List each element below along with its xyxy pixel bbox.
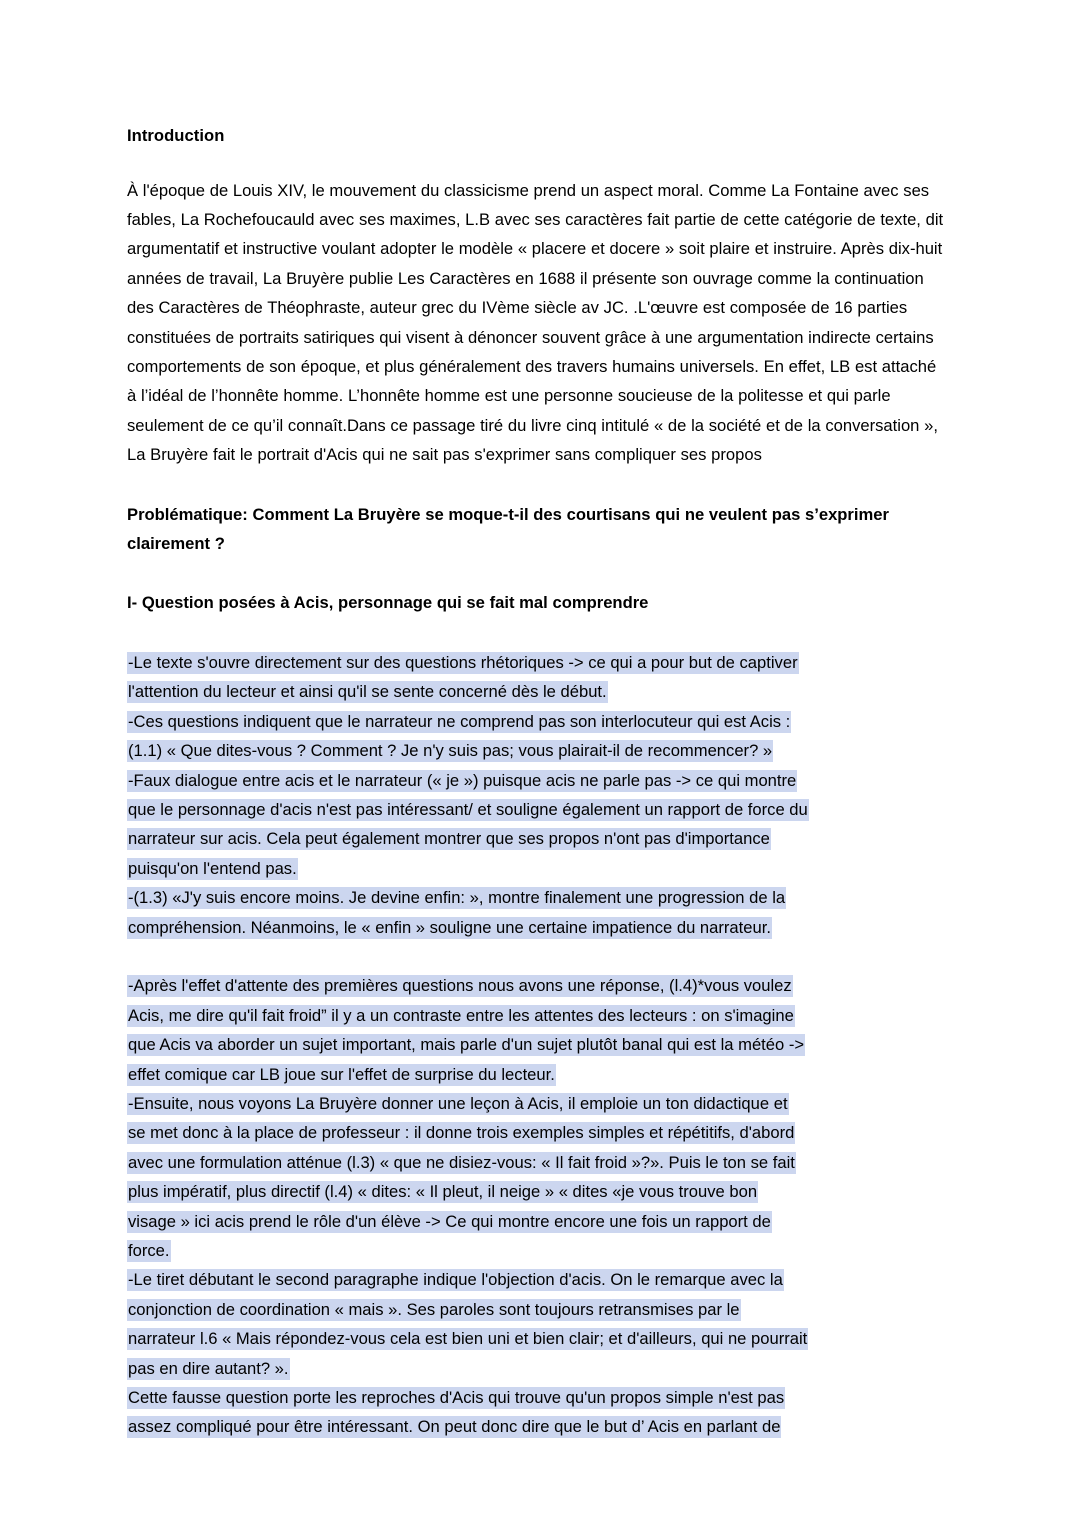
highlighted-line bbox=[127, 1265, 949, 1294]
highlight-run: conjonction de coordination « mais ». Ses paroles sont toujours retransmises par le bbox=[128, 1299, 740, 1319]
highlight-run: se met donc à la place de professeur : il donne trois exemples simples et répétitifs, d'abord bbox=[128, 1123, 795, 1143]
highlight-run: l'attention du lecteur et ainsi qu'il se sente concerné dès le début. bbox=[128, 682, 607, 702]
highlight-run: -Ensuite, nous voyons La Bruyère donner une leçon à Acis, il emploie un ton didactique et bbox=[128, 1093, 788, 1113]
highlighted-line bbox=[127, 1030, 949, 1059]
problematique-statement: Problématique: Comment La Bruyère se moque-t-il des courtisans qui ne veulent pas s’exprimer clairement ? bbox=[127, 504, 889, 554]
highlight-run: -Ces questions indiquent que le narrateur ne comprend pas son interlocuteur qui est Acis : bbox=[128, 711, 791, 731]
spacer-between-blocks bbox=[127, 942, 949, 971]
highlighted-line bbox=[127, 677, 949, 706]
highlighted-line bbox=[127, 795, 949, 824]
highlight-run: visage » ici acis prend le rôle d'un élève -> Ce qui montre encore une fois un rapport de bbox=[128, 1211, 771, 1231]
highlight-run: que Acis va aborder un sujet important, mais parle d'un sujet plutôt banal qui est la météo -> bbox=[128, 1035, 805, 1055]
highlighted-line bbox=[127, 913, 949, 942]
highlight-run: force. bbox=[128, 1240, 170, 1260]
highlighted-line bbox=[127, 1295, 949, 1324]
spacer-before-block-one bbox=[127, 618, 949, 648]
spacer-before-section-one bbox=[127, 558, 949, 588]
intro-heading: Introduction bbox=[127, 126, 225, 145]
highlighted-line bbox=[127, 854, 949, 883]
highlight-run: -Le tiret débutant le second paragraphe indique l'objection d'acis. On le remarque avec la bbox=[128, 1270, 783, 1290]
highlighted-line bbox=[127, 1060, 949, 1089]
highlight-run: que le personnage d'acis n'est pas intéressant/ et souligne également un rapport de force du bbox=[128, 799, 808, 819]
highlight-run: Acis, me dire qu'il fait froid” il y a un contraste entre les attentes des lecteurs : on s'imagine bbox=[128, 1005, 794, 1025]
highlight-run: narrateur sur acis. Cela peut également montrer que ses propos n'ont pas d'importance bbox=[128, 829, 770, 849]
highlighted-line bbox=[127, 1148, 949, 1177]
highlight-run: assez compliqué pour être intéressant. On peut donc dire que le but d’ Acis en parlant de bbox=[128, 1417, 781, 1437]
highlighted-analysis-block-one bbox=[127, 648, 949, 942]
highlighted-line bbox=[127, 1324, 949, 1353]
spacer-after-intro-heading bbox=[127, 145, 949, 176]
highlighted-line bbox=[127, 1118, 949, 1147]
highlight-run: (1.1) « Que dites-vous ? Comment ? Je n'y suis pas; vous plairait-il de recommencer? » bbox=[128, 741, 773, 761]
highlight-run: effet comique car LB joue sur l'effet de surprise du lecteur. bbox=[128, 1064, 555, 1084]
highlighted-line bbox=[127, 766, 949, 795]
highlight-run: -Faux dialogue entre acis et le narrateur (« je ») puisque acis ne parle pas -> ce qui montre bbox=[128, 770, 797, 790]
highlight-run: compréhension. Néanmoins, le « enfin » souligne une certaine impatience du narrateur. bbox=[128, 917, 771, 937]
highlight-run: Cette fausse question porte les reproches d'Acis qui trouve qu'un propos simple n'est pas bbox=[128, 1388, 785, 1408]
document-body bbox=[127, 128, 949, 1442]
spacer-before-problematique bbox=[127, 470, 949, 500]
highlighted-line bbox=[127, 707, 949, 736]
highlight-run: plus impératif, plus directif (l.4) « dites: « Il pleut, il neige » « dites «je vous trouve bon bbox=[128, 1182, 758, 1202]
highlighted-analysis-block-two bbox=[127, 971, 949, 1442]
highlighted-line bbox=[127, 824, 949, 853]
highlight-run: narrateur l.6 « Mais répondez-vous cela est bien uni et bien clair; et d'ailleurs, qui ne pourrait bbox=[128, 1329, 808, 1349]
highlighted-line bbox=[127, 736, 949, 765]
highlighted-line bbox=[127, 1089, 949, 1118]
highlighted-line bbox=[127, 1383, 949, 1412]
highlighted-line bbox=[127, 883, 949, 912]
highlight-run: puisqu'on l'entend pas. bbox=[128, 858, 297, 878]
highlighted-line bbox=[127, 1354, 949, 1383]
highlight-run: -Le texte s'ouvre directement sur des questions rhétoriques -> ce qui a pour but de captiver bbox=[128, 652, 798, 672]
highlighted-line bbox=[127, 1236, 949, 1265]
highlighted-line bbox=[127, 648, 949, 677]
highlight-run: pas en dire autant? ». bbox=[128, 1358, 289, 1378]
highlight-run: -(1.3) «J'y suis encore moins. Je devine enfin: », montre finalement une progression de la bbox=[128, 888, 786, 908]
highlight-run: avec une formulation atténue (l.3) « que ne disiez-vous: « Il fait froid »?». Puis le ton se fait bbox=[128, 1152, 795, 1172]
highlighted-line bbox=[127, 1207, 949, 1236]
section-one-heading: I- Question posées à Acis, personnage qui se fait mal comprendre bbox=[127, 593, 649, 613]
highlight-run: -Après l'effet d'attente des premières questions nous avons une réponse, (l.4)*vous voulez bbox=[128, 976, 792, 996]
highlighted-line bbox=[127, 1177, 949, 1206]
highlighted-line bbox=[127, 1412, 949, 1441]
highlighted-line bbox=[127, 971, 949, 1000]
intro-paragraph: À l'époque de Louis XIV, le mouvement du classicisme prend un aspect moral. Comme La Fontaine avec ses fables, La Rochefoucauld avec ses maximes, L.B avec ses caractères fait partie de cette catégorie de texte, dit argumentatif et instructive voulant adopter le modèle « placere et docere » soit plaire et instruire. Après dix-huit années de travail, La Bruyère publie Les Caractères en 1688 il présente son ouvrage comme la continuation des Caractères de Théophraste, auteur grec du IVème siècle av JC. .L'œuvre est composée de 16 parties constituées de portraits satiriques qui visent à dénoncer souvent grâce à une argumentation indirecte certains comportements de son époque, et plus généralement des travers humains universels. En effet, LB est attaché à l’idéal de l’honnête homme. L’honnête homme est une personne soucieuse de la politesse et qui parle seulement de ce qu’il connaît.Dans ce passage tiré du livre cinq intitulé « de la société et de la conversation », La Bruyère fait le portrait d'Acis qui ne sait pas s'exprimer sans compliquer ses propos bbox=[127, 180, 944, 465]
highlighted-line bbox=[127, 1001, 949, 1030]
